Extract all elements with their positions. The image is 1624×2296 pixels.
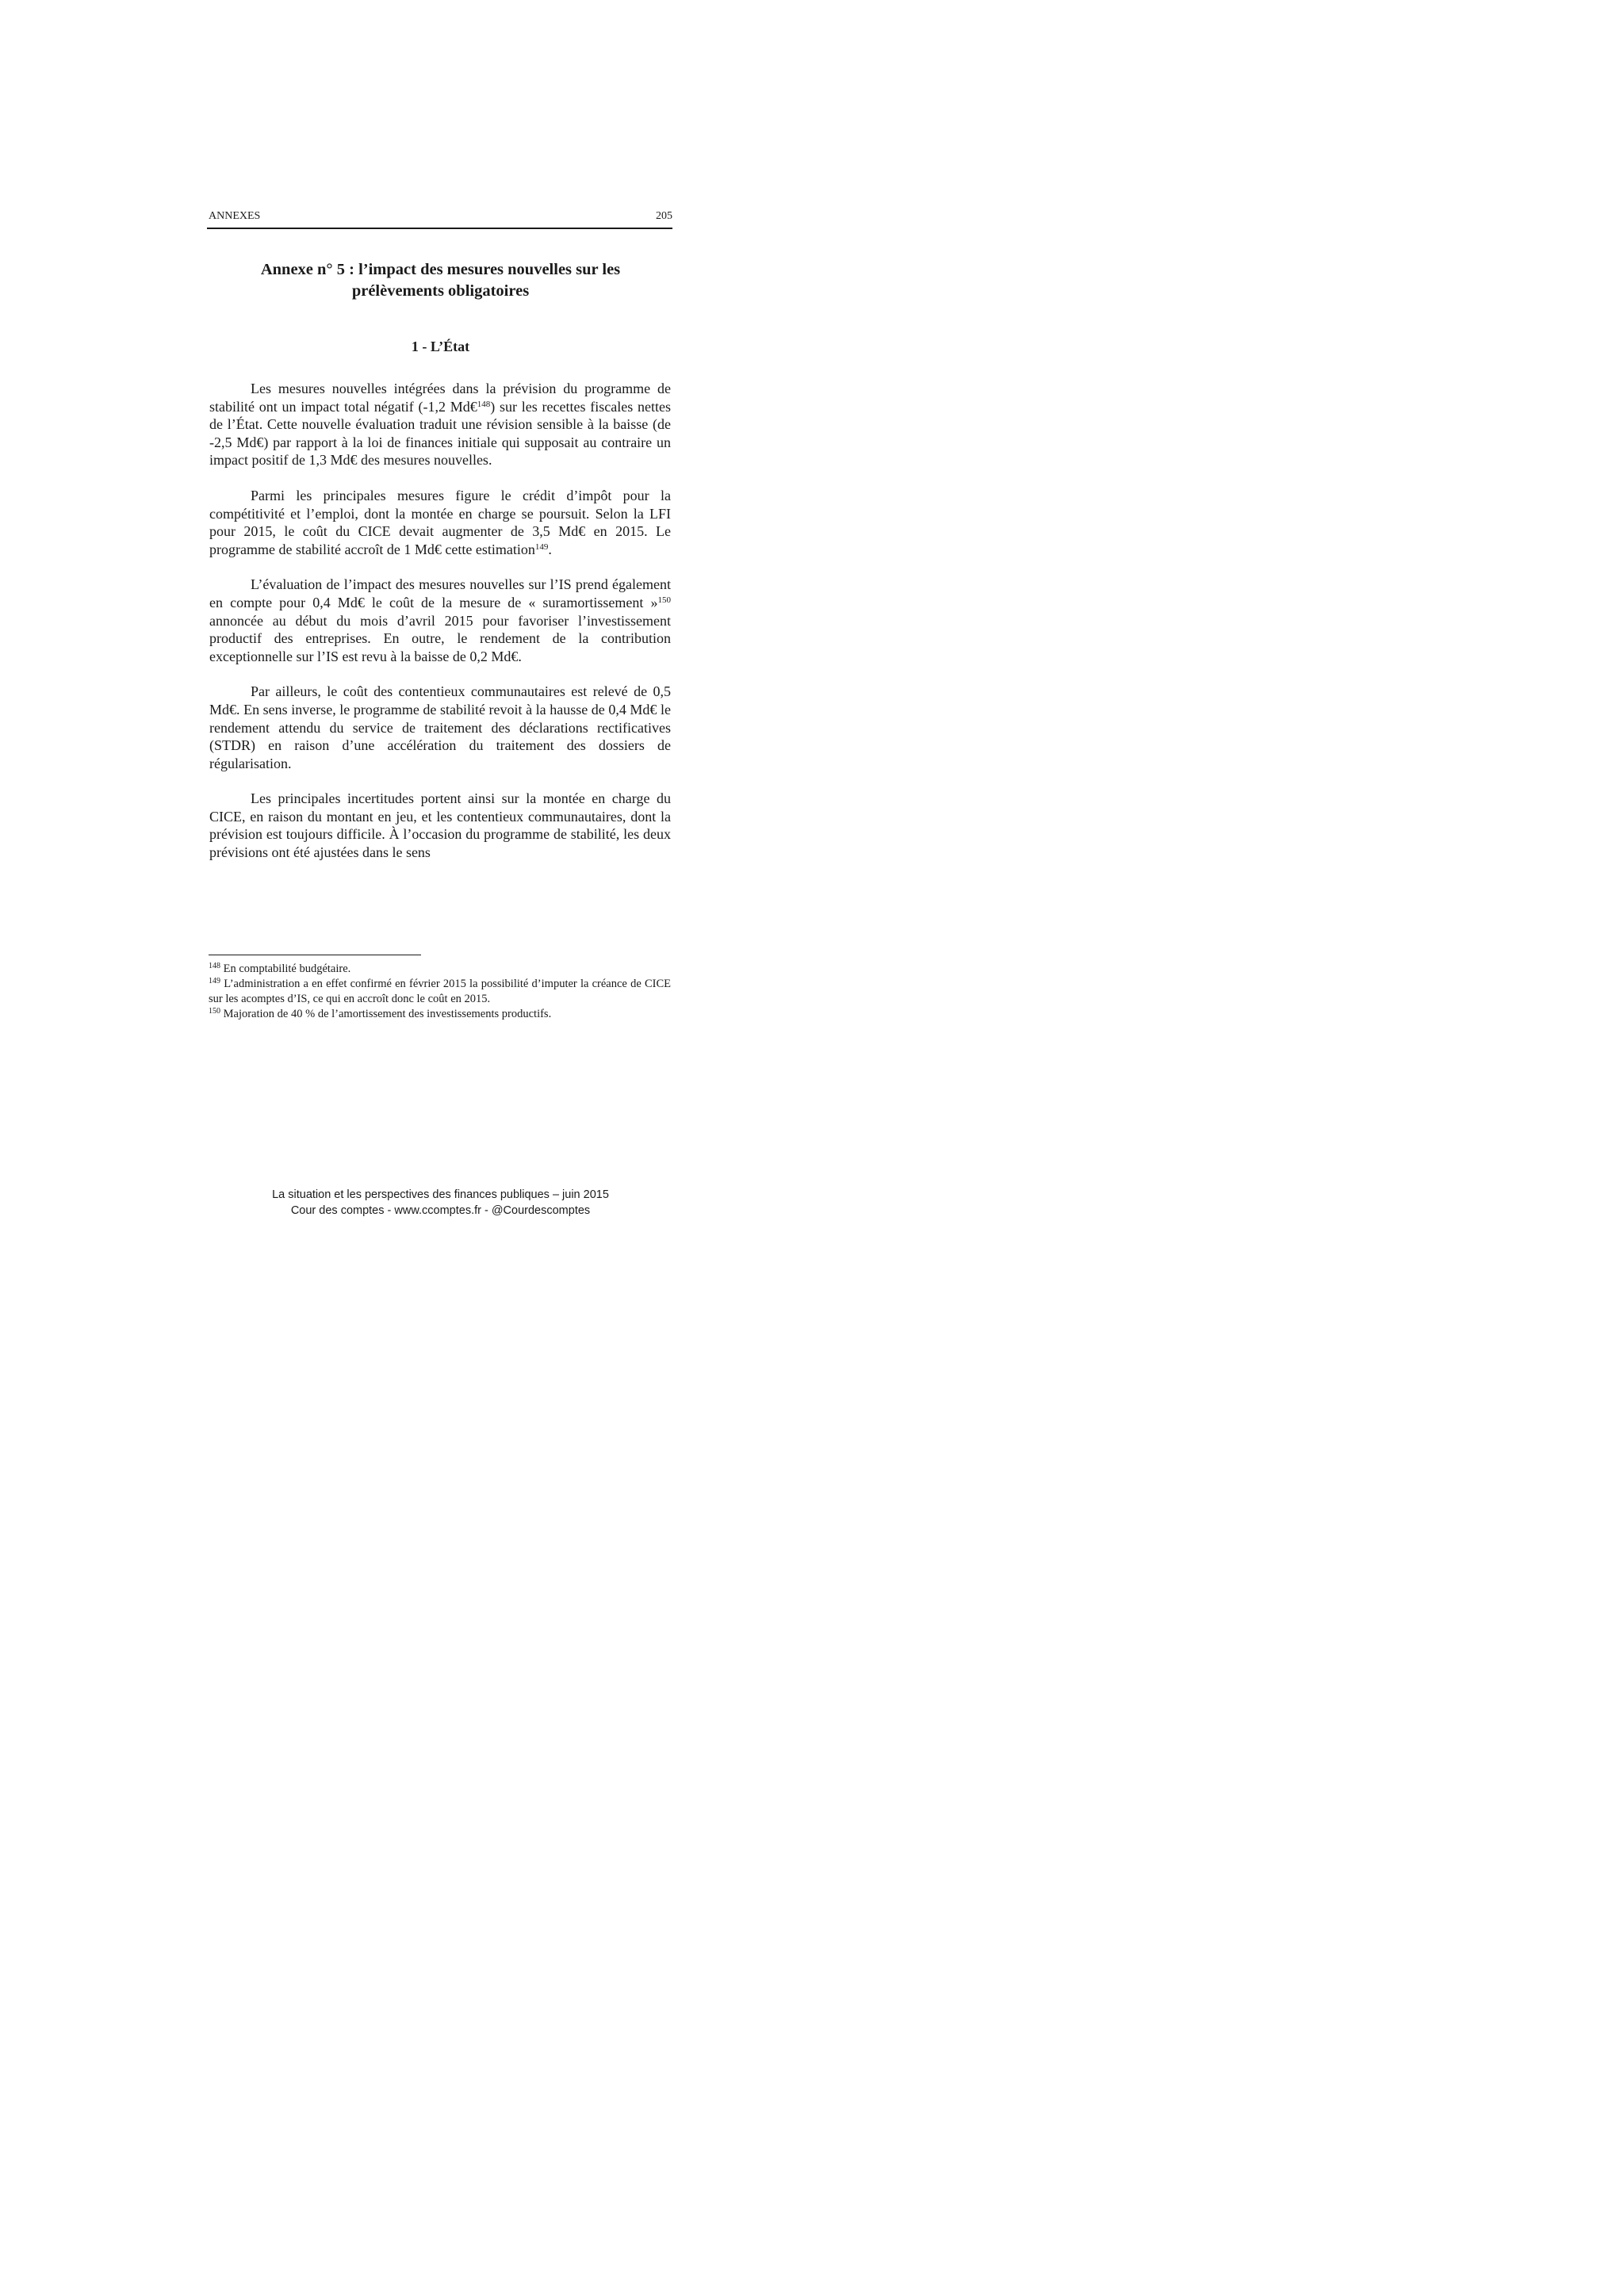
page-footer [209,1187,672,1219]
paragraph-3 [209,576,671,665]
section-title: 1 - L’État [411,339,470,354]
paragraph-2-text-b: . [548,541,552,557]
footnote-148 [209,962,671,977]
footnote-number: 150 [209,1007,220,1016]
footnote-text: L’administration a en effet confirmé en février 2015 la possibilité d’imputer la créance de CICE sur les acomptes d’IS, ce qui en accroît donc le coût en 2015. [209,978,671,1005]
header-section-label: ANNEXES [209,210,261,222]
footnote-ref-149: 149 [534,541,549,552]
page-number: 205 [656,210,672,222]
footnote-number: 149 [209,977,220,985]
footnote-text: Majoration de 40 % de l’amortissement des investissements productifs. [220,1008,552,1020]
footer-source-line: Cour des comptes - www.ccomptes.fr - @Courdescomptes [290,1204,591,1217]
paragraph-5: Les principales incertitudes portent ainsi sur la montée en charge du CICE, en raison du montant en jeu, et les contentieux communautaires, dont la prévision est toujours difficile. À l’occasion du programme de stabilité, les deux prévisions ont été ajustées dans le sens [209,790,671,861]
header-rule [207,228,672,229]
footnote-number: 148 [209,962,220,970]
paragraph-1 [209,380,671,469]
paragraph-2 [209,487,671,558]
footnote-ref-150: 150 [657,595,671,605]
footnote-text: En comptabilité budgétaire. [220,962,351,975]
annex-title [209,259,672,302]
footnote-ref-148: 148 [477,399,491,409]
paragraph-3-text-a: L’évaluation de l’impact des mesures nouvelles sur l’IS prend également en compte pour 0,4 Md€ le coût de la mesure de « suramortissement » [209,576,671,610]
annex-title-line-1: Annexe n° 5 : l’impact des mesures nouvelles sur les [260,261,621,278]
running-header [209,210,672,228]
paragraph-3-text-b: annoncée au début du mois d’avril 2015 pour favoriser l’investissement productif des entreprises. En outre, le rendement de la contribution exceptionnelle sur l’IS est revu à la baisse de 0,2 Md€. [209,612,671,664]
paragraph-1-text-a: Les mesures nouvelles intégrées dans la prévision du programme de stabilité ont un impact total négatif (-1,2 Md€ [209,381,671,415]
paragraph-2-text-a: Parmi les principales mesures figure le crédit d’impôt pour la compétitivité et l’emploi, dont la montée en charge se poursuit. Selon la LFI pour 2015, le coût du CICE devait augmenter de 3,5 Md€ en 2015. Le programme de stabilité accroît de 1 Md€ cette estimation [209,487,671,557]
footnote-150 [209,1007,671,1022]
footer-publication-line: La situation et les perspectives des finances publiques – juin 2015 [272,1188,609,1201]
body-text [209,380,671,879]
paragraph-4: Par ailleurs, le coût des contentieux communautaires est relevé de 0,5 Md€. En sens inverse, le programme de stabilité revoit à la hausse de 0,4 Md€ le rendement attendu du service de traitement des déclarations rectificatives (STDR) en raison d’une accélération du traitement des dossiers de régularisation. [209,683,671,771]
paragraph-1-text-b: ) sur les recettes fiscales nettes de l’État. Cette nouvelle évaluation traduit une révision sensible à la baisse (de -2,5 Md€) par rapport à la loi de finances initiale qui supposait au contraire un impact positif de 1,3 Md€ des mesures nouvelles. [209,398,672,469]
footnote-149 [209,977,671,1007]
footnotes [209,962,671,1022]
annex-title-line-2: prélèvements obligatoires [351,282,530,300]
